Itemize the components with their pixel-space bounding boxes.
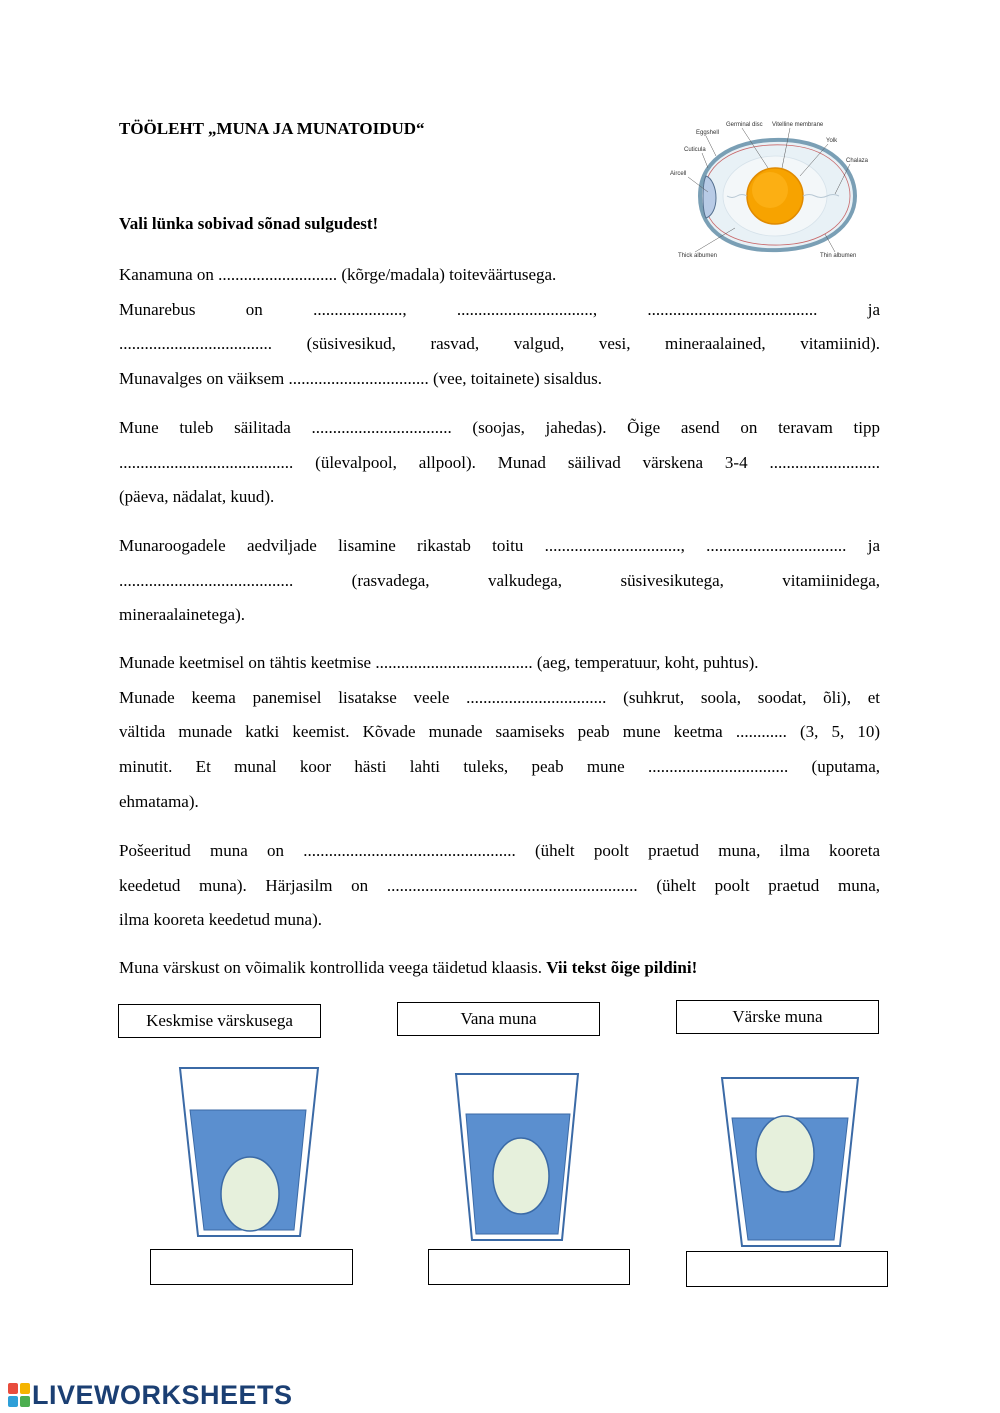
paragraph-poached (119, 834, 880, 938)
egg-shape (221, 1157, 279, 1231)
paragraph-line: ......................................... (rasvadega, valkudega, süsivesikutega, vitamiinidega, (119, 570, 880, 590)
label-thick-albumen: Thick albumen (678, 253, 718, 259)
drag-label-varske[interactable]: Värske muna (676, 1000, 879, 1034)
glass-egg-bottom (178, 1066, 320, 1238)
paragraph-line: Munarebus on ....................., ................................, ........................................ ja (119, 299, 880, 319)
paragraph-line: ehmatama). (119, 791, 199, 811)
paragraph-line: minutit. Et munal koor hästi lahti tuleks, peab mune ................................. (uputama, (119, 757, 880, 777)
glass-egg-middle (454, 1072, 580, 1242)
glass-egg-top (720, 1076, 860, 1248)
paragraph-line: Munavalges on väiksem ................................. (vee, toitainete) sisaldus. (119, 369, 602, 389)
paragraph-freshness (119, 951, 880, 986)
paragraph-line: mineraalainetega). (119, 605, 246, 625)
paragraph-vegetables (119, 529, 880, 633)
label-cuticula: Cuticula (684, 147, 706, 153)
egg-shape (756, 1116, 814, 1192)
paragraph-line: ilma kooreta keedetud muna). (119, 910, 322, 930)
paragraph-line (119, 951, 880, 986)
paragraph-storage (119, 411, 880, 515)
label-thin-albumen: Thin albumen (820, 253, 857, 259)
freshness-instruction: Vii tekst õige pildini! (546, 958, 698, 977)
paragraph-line: keedetud muna). Härjasilm on ........................................................... (ühelt poolt praetud muna, (119, 875, 880, 895)
label-yolk: Yolk (826, 138, 838, 144)
drag-label-keskmise[interactable]: Keskmise värskusega (118, 1004, 321, 1038)
answer-box-1[interactable] (150, 1249, 353, 1285)
answer-box-2[interactable] (428, 1249, 630, 1285)
answer-box-3[interactable] (686, 1251, 888, 1287)
page-title: TÖÖLEHT „MUNA JA MUNATOIDUD“ (119, 119, 425, 138)
label-chalaza: Chalaza (846, 158, 869, 164)
paragraph-line: .................................... (süsivesikud, rasvad, valgud, vesi, mineraalained, vitamiinid). (119, 334, 880, 354)
paragraph-line: Pošeeritud muna on .................................................. (ühelt poolt praetud muna, ilma kooreta (119, 841, 880, 860)
egg-shape (493, 1138, 549, 1214)
brand-name: LIVEWORKSHEETS (32, 1379, 293, 1410)
label-germinal-disc: Germinal disc (726, 122, 763, 128)
paragraph-line: (päeva, nädalat, kuud). (119, 487, 275, 507)
label-eggshell: Eggshell (696, 130, 720, 136)
paragraph-boiling (119, 646, 880, 820)
paragraph-line: Munaroogadele aedviljade lisamine rikastab toitu ................................, ................................. ja (119, 536, 880, 555)
paragraph-line: ......................................... (ülevalpool, allpool). Munad säilivad värskena 3-4 .......................... (119, 452, 880, 472)
drag-label-vana[interactable]: Vana muna (397, 1002, 600, 1036)
liveworksheets-logo (8, 1380, 293, 1410)
yolk-highlight (752, 172, 788, 208)
freshness-text: Muna värskust on võimalik kontrollida veega täidetud klaasis. (119, 958, 547, 977)
label-aircell: Aircell (670, 171, 687, 177)
paragraph-line: Munade keetmisel on tähtis keetmise ..................................... (aeg, temperatuur, koht, puhtus). (119, 653, 759, 672)
paragraph-nutrition (119, 258, 880, 397)
paragraph-line: Kanamuna on ............................ (kõrge/madala) toiteväärtusega. (119, 265, 557, 284)
egg-anatomy-diagram (660, 116, 870, 264)
liveworksheets-icon (8, 1383, 30, 1407)
paragraph-line: vältida munade katki keemist. Kõvade munade saamiseks peab mune keetma ............ (3, 5, 10) (119, 722, 880, 742)
paragraph-line: Mune tuleb säilitada ................................. (soojas, jahedas). Õige asend on teravam tipp (119, 418, 880, 437)
paragraph-line: Munade keema panemisel lisatakse veele ................................. (suhkrut, soola, soodat, õli), et (119, 687, 880, 707)
label-vitelline-membrane: Vitelline membrane (772, 122, 824, 128)
instruction-heading: Vali lünka sobivad sõnad sulgudest! (119, 214, 379, 233)
